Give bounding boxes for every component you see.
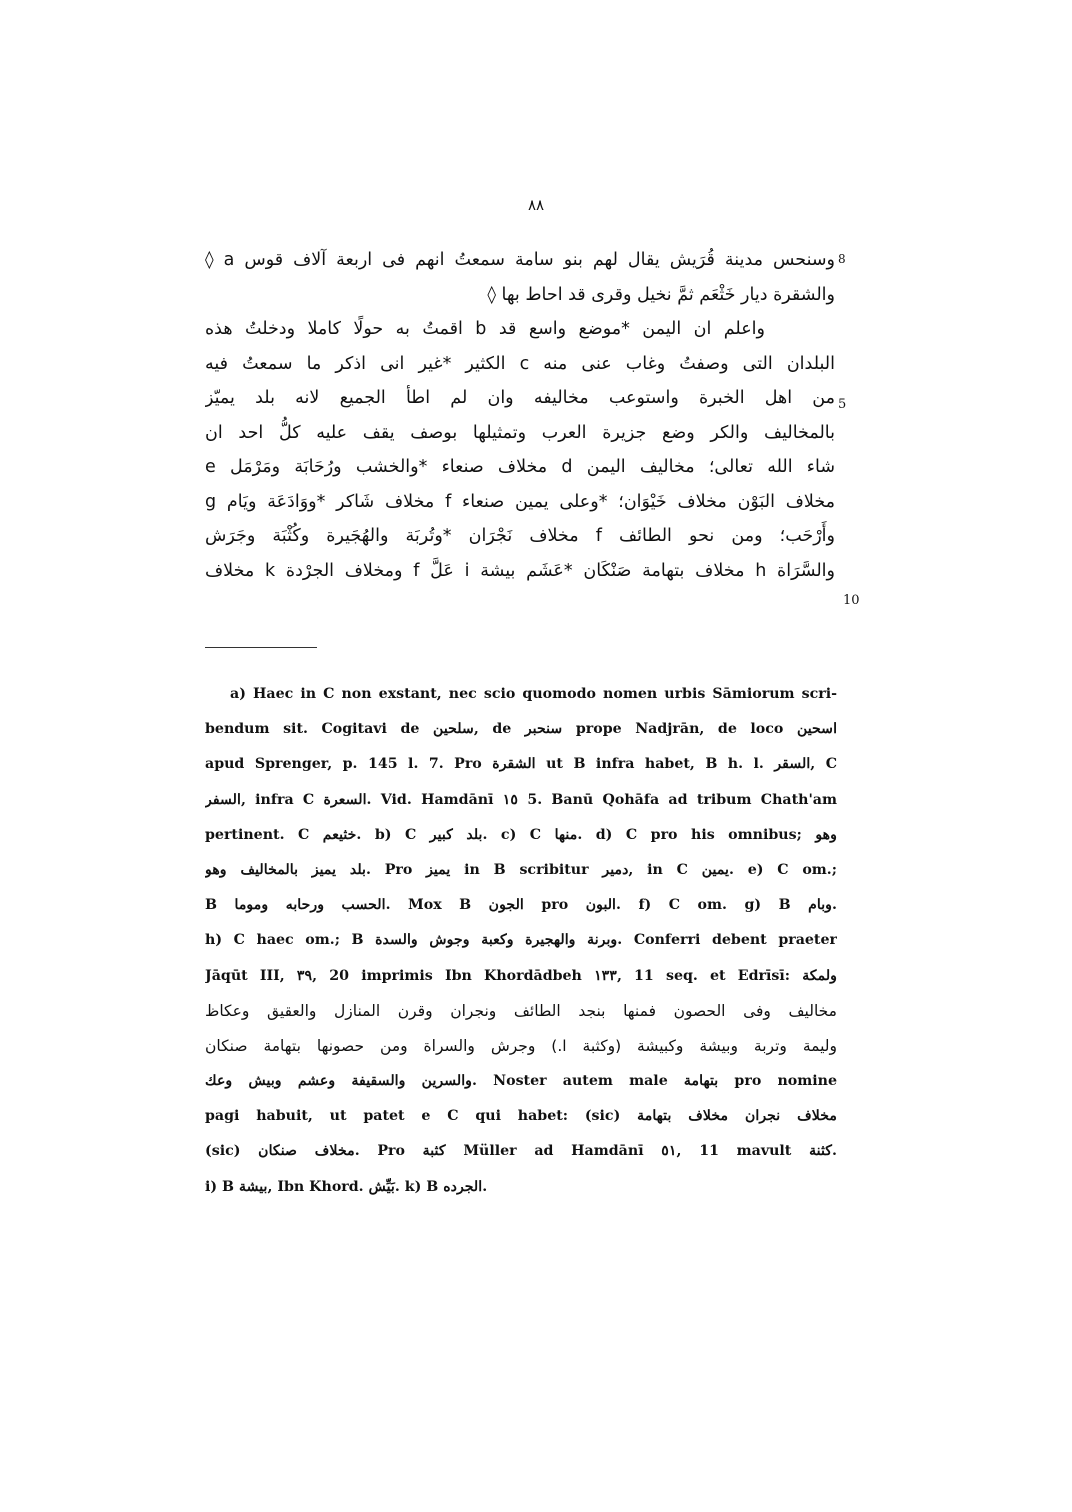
footnote-line: apud Sprenger, p. 145 l. 7. Pro الشقرة ut B infra habet, B h. l. السقر, C — [205, 756, 837, 773]
text-line-5: من اهل الخبرة واستوعب مخاليفه وان لم اطأ الجميع لانه بلد يميّز — [205, 388, 835, 408]
text-line-4: البلدان التى وصفتُ وغاب عنى منه c الكثير *غير انى اذكر ما سمعتُ فيه — [205, 353, 835, 374]
footnote-line: السفر, infra C السعرة. Vid. Hamdānī ١٥ 5. Banū Qohāfa ad tribum Chath'am — [205, 791, 837, 808]
text-line-3: واعلم ان اليمن *موضع واسع قد b اقمتُ به حولًا كاملا ودخلتُ هذه — [205, 319, 765, 339]
text-line-9: وأَرْحَب؛ ومن نحو الطائف f مخلاف نَجْرَان *وتُربَة والهُجَيرة وكُثْبَة وجَرَش — [205, 526, 835, 546]
footnote-line: والسرين والسقيفة وعشم وبيش وعك. Noster autem male بتهامة pro nomine — [205, 1073, 837, 1090]
text-line-6: بالمخاليف والكر وضع جزيرة العرب وتمثيلها بوصف يقف عليه كلُّ احد ان — [205, 422, 835, 443]
footnote-line: بلد يميز بالمخاليف وهو. Pro يميز in B scribitur دمير, in C يمين. e) C om.; — [205, 861, 837, 878]
text-line-1: وسنحس مدينة قُرَيش يقال لهم بنو سامة سمعتُ انهم فى اربعة آلاف قوس a ◊ — [205, 250, 835, 270]
line-mark-third: 5 — [838, 397, 847, 412]
footnote-line: a) Haec in C non exstant, nec scio quomodo nomen urbis Sāmiorum scri- — [230, 686, 837, 702]
text-line-10: والسَّرَاة h مخلاف بتهامة صَنْكَان *عَشَم بيشة i عَلَّ f ومخلاف الجرْدة k مخلاف — [205, 560, 835, 581]
footnote-line: B الحسب ورحابه وموما. Mox B الجون pro البون. f) C om. g) B وبام. — [205, 897, 837, 914]
footnote-line: h) C haec om.; B وبرنة والهجيرة وكعبة وجوش والسدة. Conferri debent praeter — [205, 932, 837, 949]
footnote-divider — [205, 647, 317, 648]
footnote-line: (sic) مخلاف صنكان. Pro كثبة Müller ad Hamdānī ٥١, 11 mavult كثنة. — [205, 1143, 837, 1160]
footnote-line: Jāqūt III, ٣٩, 20 imprimis Ibn Khordādbeh ١٣٣, 11 seq. et Edrīsī: ولمكة — [205, 967, 837, 984]
page-number: ٨٨ — [527, 196, 545, 214]
footnote-line: وليمة وتربة وبيشة وكبيشة (وكثبة l.) وجرش والسراة ومن حصونها بتهامة صنكان — [205, 1036, 837, 1055]
footnote-line: bendum sit. Cogitavi de سلحين, de سنحبر prope Nadjrān, de loco اسحين — [205, 721, 837, 738]
line-number-10: 10 — [843, 593, 860, 608]
text-line-7: شاء الله تعالى؛ مخاليف اليمن d مخلاف صنعاء *والخشب ورُحَابَة ومَرْمَل e — [205, 457, 835, 477]
main-arabic-text — [205, 243, 835, 588]
footnote-line: i) B بيشة, Ibn Khord. بَيِّش. k) B الجرده. — [205, 1178, 488, 1195]
footnote-line: مخاليف وفى الحصون فمنها بنجد الطائف ونجران وقرن المنازل والعقيق وعكاظ — [205, 1001, 837, 1020]
footnote-line: pertinent. C خثيعم. b) C بلد كبير. c) C منها. d) C pro his omnibus; وهو — [205, 826, 837, 843]
footnote-line: pagi habuit, ut patet e C qui habet: (sic) مخلاف نجران مخلاف بتهامة — [205, 1108, 837, 1125]
line-mark-first: 8 — [838, 252, 846, 266]
footnotes — [205, 677, 837, 1205]
text-line-2: والشقرة ديار خَثْعَم ثمَّ نخيل وقرى قد احاط بها ◊ — [487, 284, 835, 305]
text-line-8: مخلاف البَوْن مخلاف خَيْوَان؛ *وعلى يمين صنعاء f مخلاف شَاكر *ووَادَعَة ويَام g — [205, 491, 835, 512]
